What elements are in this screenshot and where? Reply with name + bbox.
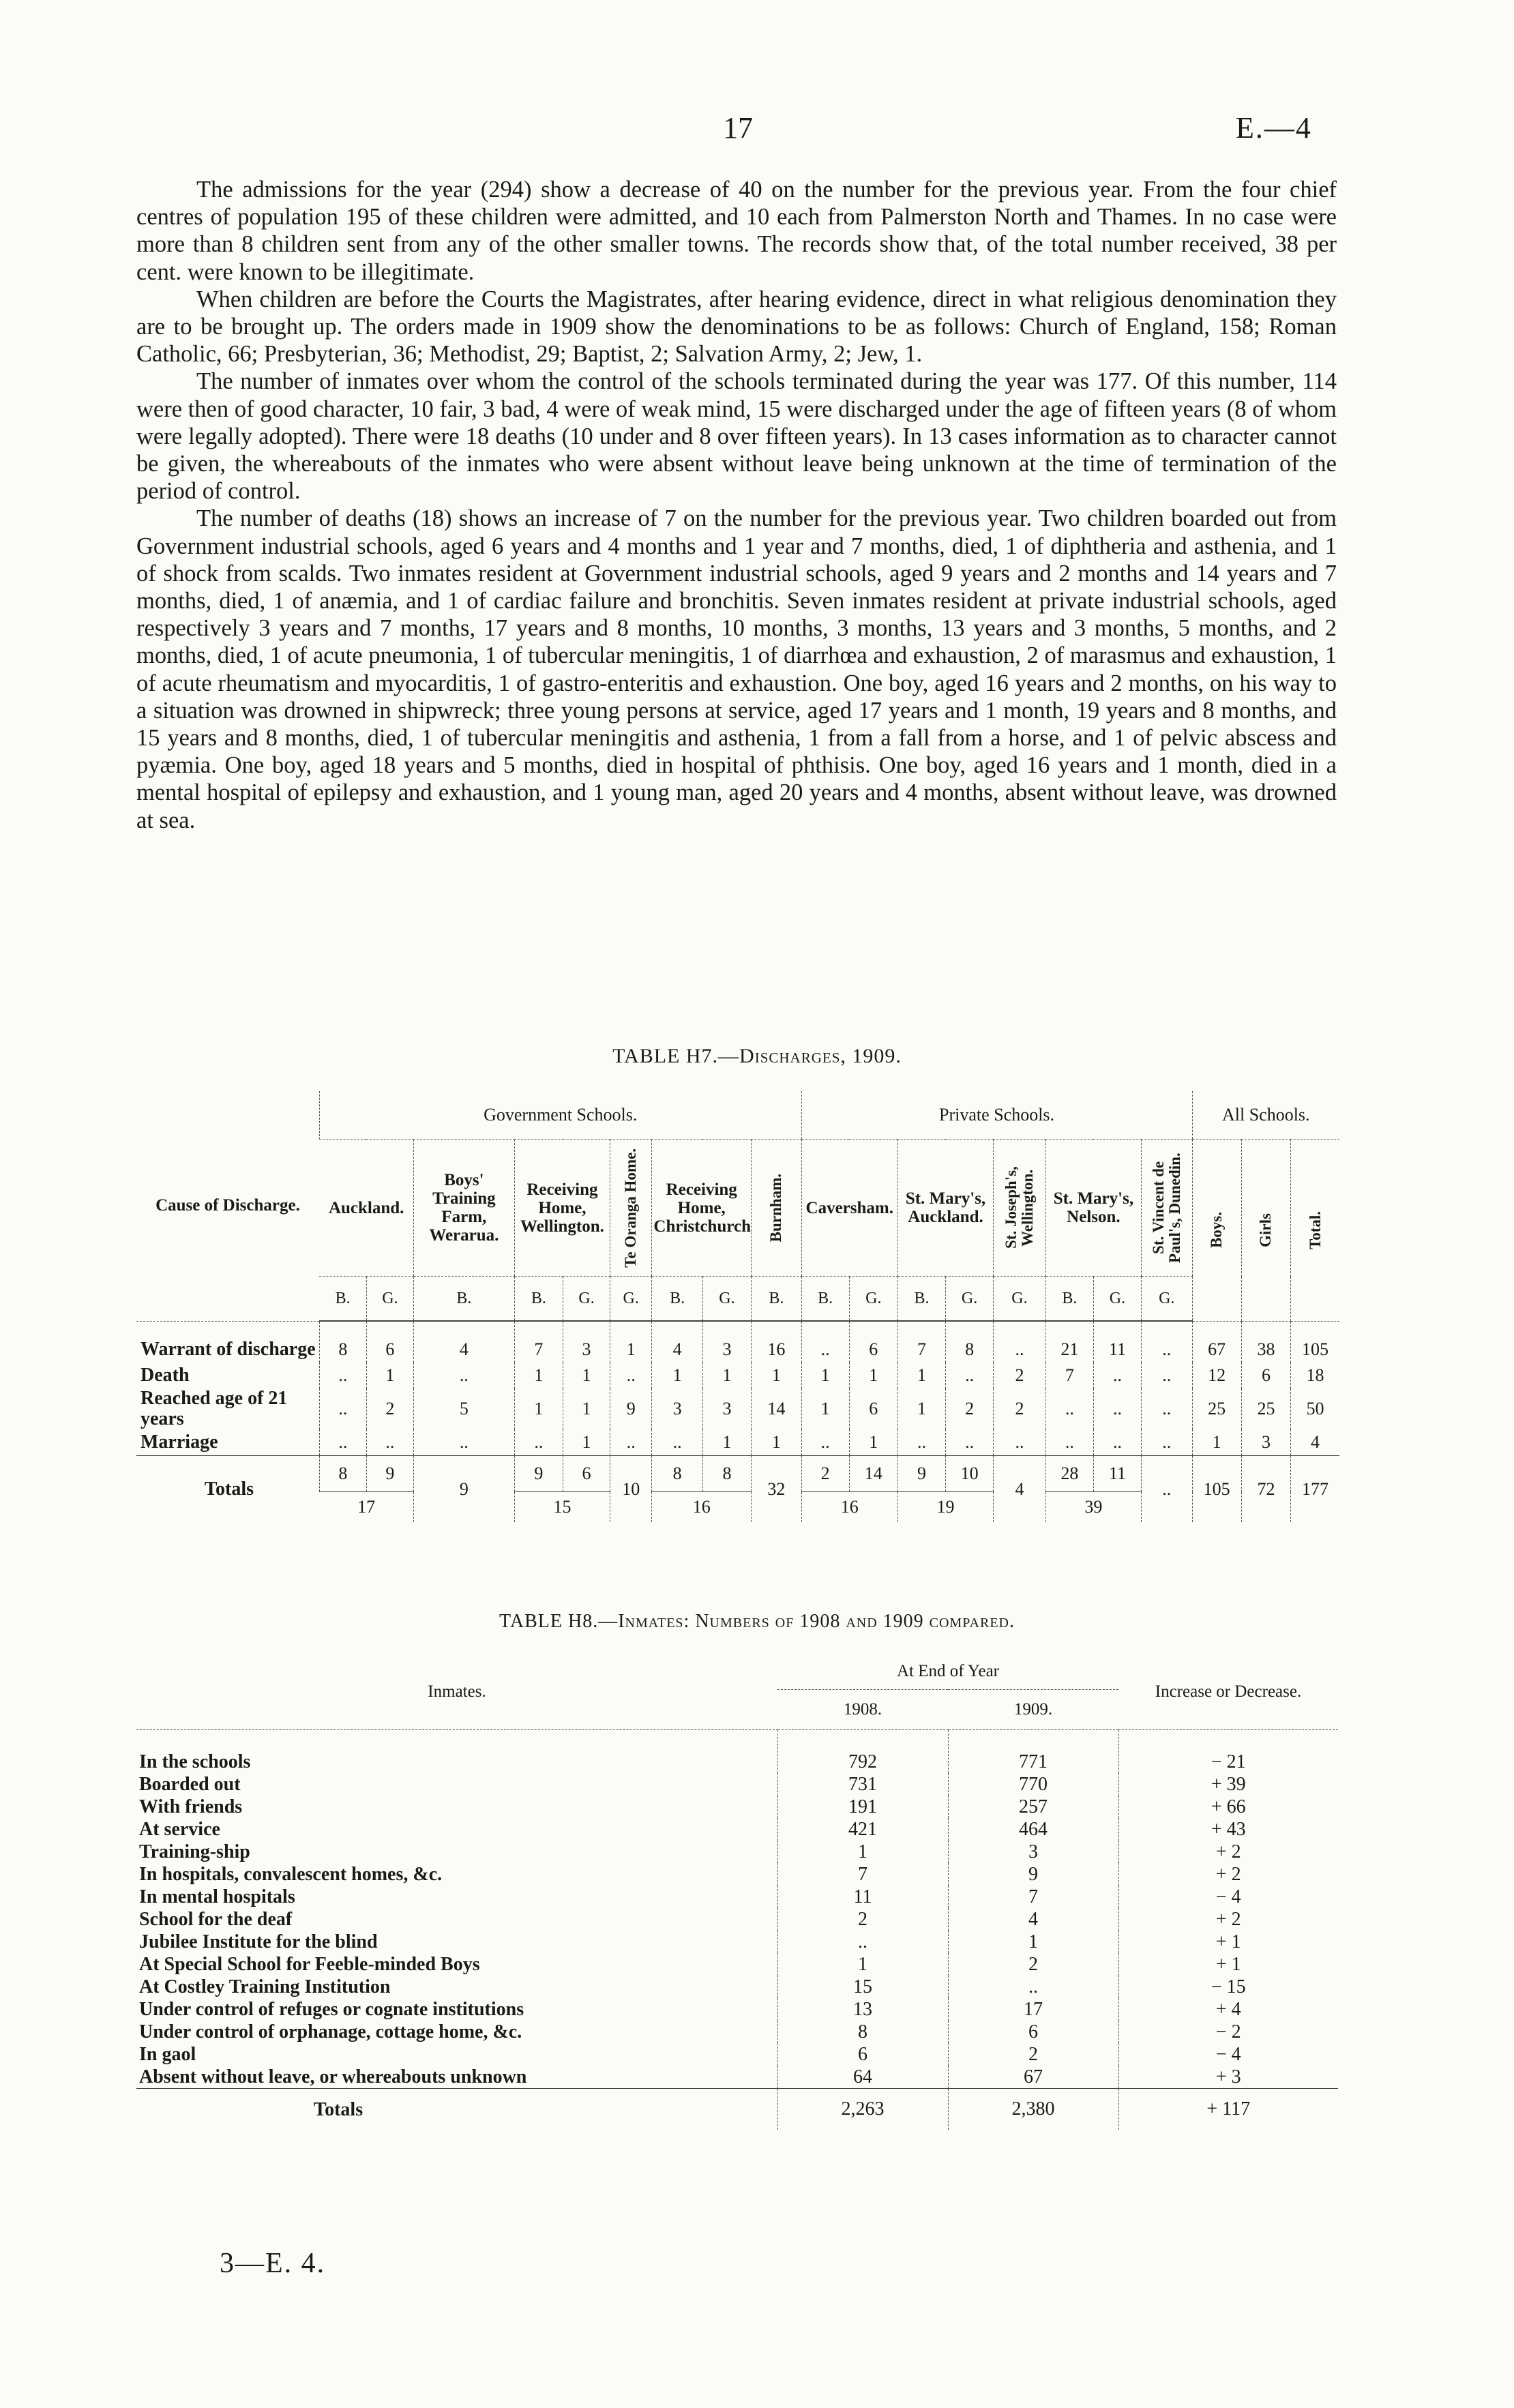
value-change: − 21 <box>1118 1730 1338 1774</box>
table-h7 <box>136 1091 1339 1522</box>
row-label: Absent without leave, or whereabouts unknown <box>139 2066 527 2087</box>
table-row <box>136 1886 1338 1908</box>
footer-code: 3—E. 4. <box>220 2248 326 2279</box>
cell: 2 <box>994 1388 1046 1429</box>
cell: 9 <box>610 1388 652 1429</box>
row-label: With friends <box>139 1796 243 1817</box>
cell: 1 <box>366 1363 413 1388</box>
paragraph: When children are before the Courts the Magistrates, after hearing evidence, direct in what religious denomination they are to be brought up. The orders made in 1909 show the denominations to be as follows: Church of England, 158; Roman Catholic, 66; Presbyterian, 36; Methodist, 29; Baptist, 2; Salvation Army, 2; Jew, 1. <box>136 286 1337 368</box>
cell: .. <box>610 1429 652 1456</box>
cell: .. <box>1093 1363 1141 1388</box>
combined-wellington: 15 <box>514 1492 610 1523</box>
row-label: In gaol <box>139 2044 196 2065</box>
value-1908: 13 <box>777 1998 948 2021</box>
cell: .. <box>652 1429 702 1456</box>
sub-g: G. <box>1093 1277 1141 1322</box>
totals-label: Totals <box>136 2089 777 2130</box>
total-1909: 2,380 <box>948 2089 1118 2130</box>
table-row <box>136 1363 1339 1388</box>
school-christchurch: Receiving Home, Christchurch <box>652 1140 752 1277</box>
value-change: − 4 <box>1118 2043 1338 2066</box>
table-row <box>136 2043 1338 2066</box>
row-label: Death <box>140 1365 190 1386</box>
col-boys-label: Boys. <box>1208 1212 1226 1249</box>
value-change: − 2 <box>1118 2021 1338 2043</box>
cell: 67 <box>1192 1321 1241 1363</box>
sub-b: B. <box>413 1277 514 1322</box>
cell: .. <box>610 1363 652 1388</box>
cell: .. <box>1045 1429 1093 1456</box>
cell: 10 <box>610 1456 652 1523</box>
cell: 1 <box>1192 1429 1241 1456</box>
col-inmates: Inmates. <box>136 1654 777 1730</box>
cell: 21 <box>1045 1321 1093 1363</box>
school-st-josephs-label: St. Joseph's, Wellington. <box>1002 1166 1036 1249</box>
sub-g: G. <box>610 1277 652 1322</box>
row-label: In hospitals, convalescent homes, &c. <box>139 1864 443 1885</box>
sub-g: G. <box>946 1277 994 1322</box>
value-1909: 771 <box>948 1730 1118 1774</box>
sub-g: G. <box>702 1277 751 1322</box>
cell: .. <box>413 1429 514 1456</box>
value-change: + 1 <box>1118 1931 1338 1953</box>
table-h7-title-text: Discharges, 1909. <box>739 1045 902 1067</box>
table-row <box>136 1388 1339 1429</box>
cell: 14 <box>849 1456 897 1492</box>
cell: 1 <box>801 1388 849 1429</box>
value-1908: 11 <box>777 1886 948 1908</box>
value-1909: 9 <box>948 1863 1118 1886</box>
group-private: Private Schools. <box>801 1091 1192 1140</box>
school-st-vincent-label: St. Vincent de Paul's, Dunedin. <box>1149 1153 1183 1263</box>
cell: 8 <box>319 1321 366 1363</box>
cell: 2 <box>801 1456 849 1492</box>
value-change: + 2 <box>1118 1863 1338 1886</box>
table-h8 <box>136 1654 1338 2130</box>
value-change: + 3 <box>1118 2066 1338 2089</box>
school-te-oranga <box>610 1140 652 1277</box>
paragraph: The admissions for the year (294) show a decrease of 40 on the number for the previous year. From the four chief centres of population 195 of these children were admitted, and 10 each from Palmerston North and Thames. In no case were more than 8 children sent from any of the other smaller towns. The records show that, of the total number received, 38 per cent. were known to be illegitimate. <box>136 177 1337 285</box>
combined-st-marys-nelson: 39 <box>1045 1492 1141 1523</box>
value-change: + 2 <box>1118 1841 1338 1863</box>
school-caversham: Caversham. <box>801 1140 897 1277</box>
cell: .. <box>366 1429 413 1456</box>
sub-b: B. <box>801 1277 849 1322</box>
cell: .. <box>1142 1456 1192 1523</box>
combined-christchurch: 16 <box>652 1492 752 1523</box>
cell: .. <box>946 1363 994 1388</box>
col-boys <box>1192 1140 1241 1322</box>
sub-g: G. <box>563 1277 610 1322</box>
cell: .. <box>319 1388 366 1429</box>
cell: .. <box>514 1429 563 1456</box>
cell: 1 <box>897 1363 945 1388</box>
sub-g: G. <box>366 1277 413 1322</box>
col-girls-label: Girls <box>1257 1213 1275 1247</box>
cell: 18 <box>1291 1363 1339 1388</box>
cell: 3 <box>1241 1429 1290 1456</box>
value-1908: 8 <box>777 2021 948 2043</box>
cell: 1 <box>514 1388 563 1429</box>
row-label: Training-ship <box>139 1841 250 1862</box>
table-h7-title <box>0 1045 1514 1068</box>
cell: .. <box>1142 1388 1192 1429</box>
col-end-of-year: At End of Year <box>777 1654 1118 1690</box>
cell: 177 <box>1291 1456 1339 1523</box>
cell: 3 <box>702 1321 751 1363</box>
value-1908: 191 <box>777 1796 948 1818</box>
sub-g: G. <box>994 1277 1046 1322</box>
cell: 8 <box>652 1456 702 1492</box>
table-row <box>136 1976 1338 1998</box>
value-1908: 2 <box>777 1908 948 1931</box>
value-1908: 792 <box>777 1730 948 1774</box>
value-1909: 257 <box>948 1796 1118 1818</box>
value-1908: .. <box>777 1931 948 1953</box>
school-st-vincent <box>1142 1140 1192 1277</box>
value-1909: .. <box>948 1976 1118 1998</box>
value-1909: 3 <box>948 1841 1118 1863</box>
cell: .. <box>413 1363 514 1388</box>
col-total <box>1291 1140 1339 1322</box>
value-1908: 64 <box>777 2066 948 2089</box>
col-girls <box>1241 1140 1290 1322</box>
row-label: In mental hospitals <box>139 1886 295 1907</box>
cell: .. <box>946 1429 994 1456</box>
value-change: + 39 <box>1118 1773 1338 1796</box>
cell: 12 <box>1192 1363 1241 1388</box>
col-1908: 1908. <box>777 1690 948 1730</box>
page-number: 17 <box>723 111 753 145</box>
value-change: + 43 <box>1118 1818 1338 1841</box>
cell: .. <box>1142 1429 1192 1456</box>
cell: 38 <box>1241 1321 1290 1363</box>
value-change: + 1 <box>1118 1953 1338 1976</box>
value-1908: 421 <box>777 1818 948 1841</box>
row-label: At service <box>139 1819 220 1840</box>
cell: 9 <box>413 1456 514 1523</box>
value-1909: 7 <box>948 1886 1118 1908</box>
value-1909: 770 <box>948 1773 1118 1796</box>
cell: 2 <box>366 1388 413 1429</box>
cell: 5 <box>413 1388 514 1429</box>
cell: 1 <box>563 1388 610 1429</box>
cell: 3 <box>702 1388 751 1429</box>
cell: 9 <box>514 1456 563 1492</box>
sub-b: B. <box>319 1277 366 1322</box>
value-1908: 7 <box>777 1863 948 1886</box>
row-label: At Special School for Feeble-minded Boys <box>139 1954 480 1975</box>
value-1908: 731 <box>777 1773 948 1796</box>
cell: 11 <box>1093 1321 1141 1363</box>
cell: 4 <box>652 1321 702 1363</box>
cell: 3 <box>652 1388 702 1429</box>
cell: 8 <box>702 1456 751 1492</box>
value-1908: 1 <box>777 1841 948 1863</box>
cell: 6 <box>849 1388 897 1429</box>
cell: 6 <box>849 1321 897 1363</box>
group-government: Government Schools. <box>319 1091 801 1140</box>
school-st-marys-auckland: St. Mary's, Auckland. <box>897 1140 993 1277</box>
totals-label: Totals <box>136 1456 319 1523</box>
cell: 1 <box>652 1363 702 1388</box>
col-total-label: Total. <box>1306 1210 1324 1249</box>
cell: 1 <box>514 1363 563 1388</box>
school-st-marys-nelson: St. Mary's, Nelson. <box>1045 1140 1141 1277</box>
sub-g: G. <box>1142 1277 1192 1322</box>
table-h8-title <box>0 1611 1514 1633</box>
table-row <box>136 1429 1339 1456</box>
cell: 6 <box>366 1321 413 1363</box>
cell: .. <box>994 1429 1046 1456</box>
table-row <box>136 1796 1338 1818</box>
value-change: − 15 <box>1118 1976 1338 1998</box>
cell: .. <box>994 1321 1046 1363</box>
cell: 1 <box>849 1363 897 1388</box>
sub-b: B. <box>1045 1277 1093 1322</box>
cell: 2 <box>994 1363 1046 1388</box>
cell: .. <box>1045 1388 1093 1429</box>
cell: .. <box>801 1321 849 1363</box>
table-row <box>136 1773 1338 1796</box>
cell: 1 <box>752 1429 802 1456</box>
cell: 2 <box>946 1388 994 1429</box>
row-label: Jubilee Institute for the blind <box>139 1931 378 1952</box>
cell: 25 <box>1241 1388 1290 1429</box>
cell: 105 <box>1291 1321 1339 1363</box>
totals-row <box>136 2089 1338 2130</box>
table-row <box>136 1730 1338 1774</box>
cell: 11 <box>1093 1456 1141 1492</box>
cell: .. <box>1142 1363 1192 1388</box>
school-wellington: Receiving Home, Wellington. <box>514 1140 610 1277</box>
cell: 6 <box>563 1456 610 1492</box>
cell: 8 <box>946 1321 994 1363</box>
table-h8-title-text: Inmates: Numbers of 1908 and 1909 compared. <box>618 1611 1015 1632</box>
col-change: Increase or Decrease. <box>1118 1654 1338 1730</box>
sub-b: B. <box>652 1277 702 1322</box>
totals-row <box>136 1456 1339 1492</box>
value-1909: 6 <box>948 2021 1118 2043</box>
school-auckland: Auckland. <box>319 1140 413 1277</box>
cause-header: Cause of Discharge. <box>136 1091 319 1321</box>
table-row <box>136 2066 1338 2089</box>
total-1908: 2,263 <box>777 2089 948 2130</box>
combined-st-marys-auckland: 19 <box>897 1492 993 1523</box>
combined-auckland: 17 <box>319 1492 413 1523</box>
cell: .. <box>319 1363 366 1388</box>
row-label: Under control of refuges or cognate institutions <box>139 1999 524 2020</box>
value-change: + 2 <box>1118 1908 1338 1931</box>
school-st-josephs <box>994 1140 1046 1277</box>
cell: 1 <box>563 1363 610 1388</box>
value-1909: 464 <box>948 1818 1118 1841</box>
row-label: Warrant of discharge <box>140 1338 316 1360</box>
row-label: In the schools <box>139 1751 251 1772</box>
table-row <box>136 1841 1338 1863</box>
cell: 9 <box>897 1456 945 1492</box>
cell: 25 <box>1192 1388 1241 1429</box>
value-change: + 66 <box>1118 1796 1338 1818</box>
group-all: All Schools. <box>1192 1091 1339 1140</box>
row-label: Reached age of 21 years <box>140 1388 288 1429</box>
value-1908: 6 <box>777 2043 948 2066</box>
combined-caversham: 16 <box>801 1492 897 1523</box>
cell: 16 <box>752 1321 802 1363</box>
table-row <box>136 1321 1339 1363</box>
cell: 1 <box>702 1429 751 1456</box>
document-code: E.—4 <box>1236 111 1312 145</box>
cell: 1 <box>702 1363 751 1388</box>
row-label: Under control of orphanage, cottage home, &c. <box>139 2021 522 2042</box>
value-1909: 1 <box>948 1931 1118 1953</box>
value-1909: 4 <box>948 1908 1118 1931</box>
value-1908: 15 <box>777 1976 948 1998</box>
cell: 10 <box>946 1456 994 1492</box>
cell: 28 <box>1045 1456 1093 1492</box>
paragraph: The number of deaths (18) shows an increase of 7 on the number for the previous year. Two children boarded out from Government industrial schools, aged 6 years and 4 months and 1 year and 7 months, died, 1 of diphtheria and asthenia, and 1 of shock from scalds. Two inmates resident at Government industrial schools, aged 9 years and 2 months and 14 years and 7 months, died, 1 of anæmia, and 1 of cardiac failure and bronchitis. Seven inmates resident at private industrial schools, aged respectively 3 years and 7 months, 17 years and 8 months, 10 months, 3 months, 13 years and 3 months, 5 months, and 2 months, died, 1 of acute pneumonia, 1 of tubercular meningitis, 1 of diarrhœa and exhaustion, 2 of marasmus and exhaustion, 1 of acute rheumatism and myocarditis, 1 of gastro-enteritis and exhaustion. One boy, aged 16 years and 2 months, on his way to a situation was drowned in shipwreck; three young persons at service, aged 17 years and 1 month, 19 years and 8 months, and 15 years and 8 months, died, 1 of tubercular meningitis and asthenia, 1 from a fall from a horse, and 1 of pelvic abscess and pyæmia. One boy, aged 18 years and 5 months, died in hospital of phthisis. One boy, aged 16 years and 1 month, died in a mental hospital of epilepsy and exhaustion, and 1 young man, aged 20 years and 4 months, absent without leave, was drowned at sea. <box>136 505 1337 833</box>
cell: .. <box>897 1429 945 1456</box>
school-burnham <box>752 1140 802 1277</box>
cell: 1 <box>610 1321 652 1363</box>
cell: 1 <box>752 1363 802 1388</box>
value-1908: 1 <box>777 1953 948 1976</box>
school-burnham-label: Burnham. <box>767 1173 785 1243</box>
cell: 8 <box>319 1456 366 1492</box>
cell: 7 <box>514 1321 563 1363</box>
table-row <box>136 1863 1338 1886</box>
table-h8-title-prefix: TABLE H8.— <box>499 1611 619 1632</box>
value-1909: 17 <box>948 1998 1118 2021</box>
cell: 9 <box>366 1456 413 1492</box>
sub-b: B. <box>514 1277 563 1322</box>
sub-g: G. <box>849 1277 897 1322</box>
row-label: School for the deaf <box>139 1909 293 1930</box>
cell: 4 <box>1291 1429 1339 1456</box>
sub-b: B. <box>897 1277 945 1322</box>
value-change: − 4 <box>1118 1886 1338 1908</box>
table-row <box>136 1998 1338 2021</box>
row-label: Marriage <box>140 1431 218 1453</box>
value-1909: 2 <box>948 1953 1118 1976</box>
body-text <box>136 176 1337 834</box>
cell: 7 <box>897 1321 945 1363</box>
table-h7-title-prefix: TABLE H7.— <box>612 1045 740 1067</box>
cell: 4 <box>413 1321 514 1363</box>
cell: 50 <box>1291 1388 1339 1429</box>
col-1909: 1909. <box>948 1690 1118 1730</box>
school-te-oranga-label: Te Oranga Home. <box>622 1148 640 1268</box>
cell: 1 <box>897 1388 945 1429</box>
cell: .. <box>1142 1321 1192 1363</box>
cell: 7 <box>1045 1363 1093 1388</box>
cell: 32 <box>752 1456 802 1523</box>
paragraph: The number of inmates over whom the control of the schools terminated during the year was 177. Of this number, 114 were then of good character, 10 fair, 3 bad, 4 were of weak mind, 15 were discharged under the age of fifteen years (8 of whom were legally adopted). There were 18 deaths (10 under and 8 over fifteen years). In 13 cases information as to character cannot be given, the whereabouts of the inmates who were absent without leave being unknown at the time of termination of the period of control. <box>136 368 1337 505</box>
table-row <box>136 1931 1338 1953</box>
cell: 14 <box>752 1388 802 1429</box>
cell: .. <box>801 1429 849 1456</box>
row-label: Boarded out <box>139 1774 241 1795</box>
cell: 1 <box>563 1429 610 1456</box>
value-1909: 67 <box>948 2066 1118 2089</box>
cell: 72 <box>1241 1456 1290 1523</box>
value-1909: 2 <box>948 2043 1118 2066</box>
cell: 4 <box>994 1456 1046 1523</box>
sub-b: B. <box>752 1277 802 1322</box>
cell: .. <box>1093 1388 1141 1429</box>
cell: .. <box>319 1429 366 1456</box>
cell: 105 <box>1192 1456 1241 1523</box>
table-row <box>136 1818 1338 1841</box>
table-row <box>136 2021 1338 2043</box>
cell: 1 <box>801 1363 849 1388</box>
cell: .. <box>1093 1429 1141 1456</box>
table-row <box>136 1953 1338 1976</box>
cell: 6 <box>1241 1363 1290 1388</box>
row-label: At Costley Training Institution <box>139 1976 391 1997</box>
total-change: + 117 <box>1118 2089 1338 2130</box>
value-change: + 4 <box>1118 1998 1338 2021</box>
cell: 3 <box>563 1321 610 1363</box>
school-werarua: Boys' Training Farm, Werarua. <box>413 1140 514 1277</box>
cell: 1 <box>849 1429 897 1456</box>
table-row <box>136 1908 1338 1931</box>
